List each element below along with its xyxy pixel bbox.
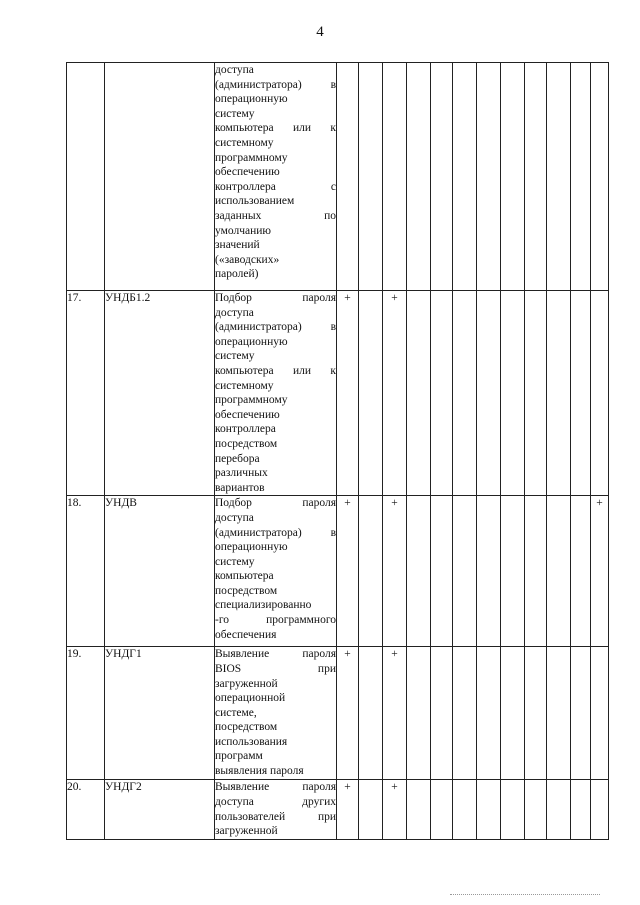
description-line: загруженной <box>215 677 278 690</box>
applicability-cell <box>407 496 431 647</box>
threat-description <box>215 291 337 496</box>
description-line: компьютера или к <box>215 122 336 135</box>
description-line: использования <box>215 735 288 748</box>
threat-code: УНДБ1.2 <box>105 291 215 496</box>
applicability-cell <box>571 63 591 291</box>
applicability-cell <box>431 291 453 496</box>
applicability-cell <box>359 63 383 291</box>
description-line: систему <box>215 107 255 120</box>
description-line: программному <box>215 151 288 164</box>
description-line: (администратора) в <box>215 321 336 334</box>
description-line: выявления пароля <box>215 765 304 778</box>
applicability-cell <box>591 647 609 780</box>
description-line: пользователей при <box>215 810 336 823</box>
threat-description <box>215 63 337 291</box>
applicability-cell <box>407 780 431 839</box>
description-line: Подбор пароля <box>215 497 336 510</box>
applicability-cell <box>383 63 407 291</box>
description-line: доступа других <box>215 795 336 808</box>
description-line: программному <box>215 394 288 407</box>
applicability-cell <box>571 647 591 780</box>
applicability-cell: + <box>337 496 359 647</box>
description-line: обеспечению <box>215 166 280 179</box>
row-number: 17. <box>67 291 105 496</box>
applicability-cell <box>591 780 609 839</box>
threat-table <box>66 62 609 840</box>
description-line: операционную <box>215 541 288 554</box>
applicability-cell <box>525 63 547 291</box>
applicability-cell <box>547 780 571 839</box>
applicability-cell: + <box>591 496 609 647</box>
footer-divider <box>450 894 600 895</box>
description-line: систему <box>215 555 255 568</box>
description-line: Подбор пароля <box>215 292 336 304</box>
applicability-cell <box>501 647 525 780</box>
row-number <box>67 63 105 291</box>
applicability-cell <box>359 496 383 647</box>
description-line: доступа <box>215 306 254 319</box>
applicability-cell <box>477 496 501 647</box>
row-number: 18. <box>67 496 105 647</box>
description-line: систему <box>215 350 255 363</box>
table-row <box>67 780 609 839</box>
description-line: загруженной <box>215 825 278 838</box>
applicability-cell <box>407 647 431 780</box>
applicability-cell <box>359 647 383 780</box>
description-line: контроллера <box>215 423 276 436</box>
threat-description <box>215 496 337 647</box>
applicability-cell <box>453 63 477 291</box>
applicability-cell <box>547 647 571 780</box>
table-row <box>67 63 609 291</box>
applicability-cell <box>477 63 501 291</box>
applicability-cell <box>337 63 359 291</box>
description-line: посредством <box>215 437 278 450</box>
description-line: компьютера или к <box>215 364 336 377</box>
row-number: 19. <box>67 647 105 780</box>
applicability-cell <box>501 780 525 839</box>
description-line: Выявление пароля <box>215 781 336 794</box>
table-body <box>67 63 609 840</box>
description-line: посредством <box>215 584 278 597</box>
description-line: умолчанию <box>215 224 272 237</box>
applicability-cell: + <box>383 647 407 780</box>
description-line: BIOS при <box>215 662 336 675</box>
applicability-cell <box>547 291 571 496</box>
threat-description <box>215 647 337 780</box>
table-row <box>67 496 609 647</box>
description-line: операционную <box>215 335 288 348</box>
page-number: 4 <box>316 24 324 40</box>
description-line: обеспечения <box>215 628 277 641</box>
description-line: значений <box>215 239 260 252</box>
table-row <box>67 291 609 496</box>
description-line: паролей) <box>215 268 259 281</box>
applicability-cell <box>359 291 383 496</box>
table-row <box>67 647 609 780</box>
description-line: доступа <box>215 64 254 76</box>
description-line: системному <box>215 136 274 149</box>
applicability-cell: + <box>337 780 359 839</box>
description-line: операционной <box>215 692 286 705</box>
applicability-cell <box>591 291 609 496</box>
applicability-cell: + <box>337 291 359 496</box>
description-line: системному <box>215 379 274 392</box>
description-line: (администратора) в <box>215 526 336 539</box>
description-line: различных <box>215 467 268 480</box>
description-line: операционную <box>215 93 288 106</box>
description-line: обеспечению <box>215 408 280 421</box>
applicability-cell <box>591 63 609 291</box>
description-line: системе, <box>215 706 257 719</box>
description-line: доступа <box>215 511 254 524</box>
applicability-cell <box>571 496 591 647</box>
threat-code: УНДВ <box>105 496 215 647</box>
row-number: 20. <box>67 780 105 839</box>
threat-code: УНДГ2 <box>105 780 215 839</box>
description-line: специализированно <box>215 599 312 612</box>
applicability-cell <box>547 496 571 647</box>
applicability-cell <box>477 647 501 780</box>
description-line: заданных по <box>215 209 336 222</box>
applicability-cell <box>431 780 453 839</box>
description-line: («заводских» <box>215 253 280 266</box>
applicability-cell <box>431 496 453 647</box>
applicability-cell <box>407 291 431 496</box>
applicability-cell <box>571 780 591 839</box>
applicability-cell <box>477 291 501 496</box>
applicability-cell <box>501 291 525 496</box>
description-line: Выявление пароля <box>215 648 336 661</box>
applicability-cell <box>407 63 431 291</box>
description-line: -го программного <box>215 614 336 627</box>
applicability-cell <box>431 647 453 780</box>
description-line: программ <box>215 750 263 763</box>
description-line: (администратора) в <box>215 78 336 91</box>
applicability-cell: + <box>383 780 407 839</box>
description-line: компьютера <box>215 570 274 583</box>
description-line: вариантов <box>215 481 265 494</box>
applicability-cell <box>359 780 383 839</box>
applicability-cell <box>453 647 477 780</box>
applicability-cell <box>431 63 453 291</box>
applicability-cell <box>571 291 591 496</box>
threat-code <box>105 63 215 291</box>
applicability-cell <box>525 496 547 647</box>
applicability-cell <box>453 780 477 839</box>
applicability-cell: + <box>383 291 407 496</box>
description-line: перебора <box>215 452 260 465</box>
applicability-cell <box>453 496 477 647</box>
description-line: использованием <box>215 195 295 208</box>
threat-description <box>215 780 337 839</box>
applicability-cell <box>525 291 547 496</box>
applicability-cell <box>525 780 547 839</box>
applicability-cell <box>477 780 501 839</box>
applicability-cell <box>453 291 477 496</box>
applicability-cell <box>501 496 525 647</box>
applicability-cell: + <box>337 647 359 780</box>
description-line: контроллера с <box>215 180 336 193</box>
threat-code: УНДГ1 <box>105 647 215 780</box>
applicability-cell: + <box>383 496 407 647</box>
applicability-cell <box>501 63 525 291</box>
description-line: посредством <box>215 721 278 734</box>
applicability-cell <box>547 63 571 291</box>
applicability-cell <box>525 647 547 780</box>
